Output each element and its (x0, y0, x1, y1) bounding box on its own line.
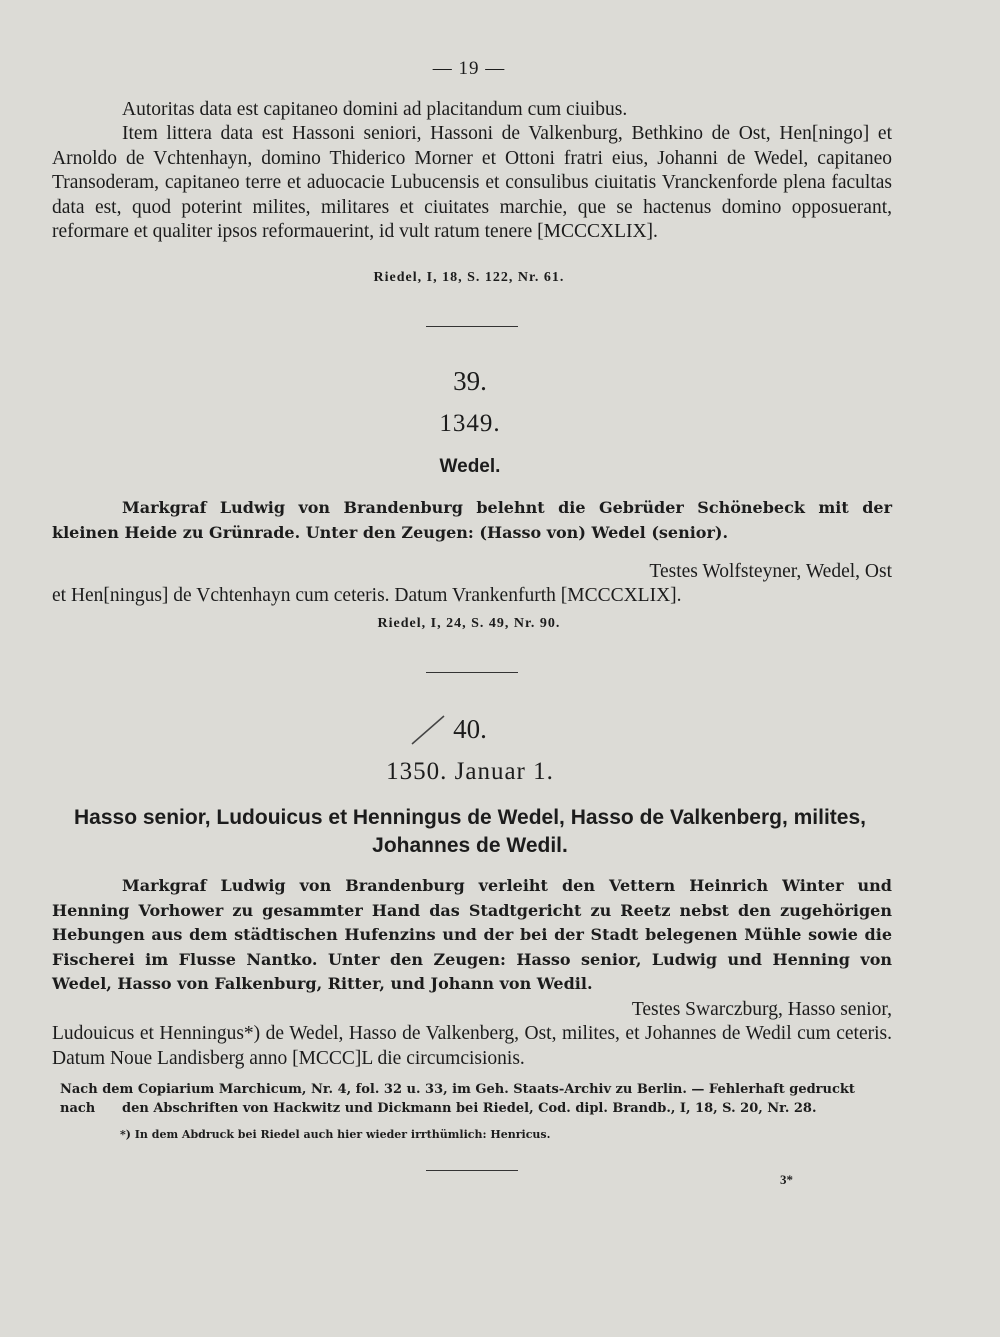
doc40-heading: Hasso senior, Ludouicus et Henningus de Wedel, Hasso de Valkenberg, milites, Johannes de Wedil. (74, 806, 866, 857)
footer-divider (426, 1170, 518, 1171)
doc38-paragraph: Item littera data est Hassoni seniori, Hassoni de Valkenburg, Bethkino de Ost, Hen[ningo] et Arnoldo de Vchtenhayn, domino Thiderico Morner et Ottoni fratri eius, Johanni de Wedel, capitaneo Transoderam, capitaneo terre et aduocacie Lubucensis et consulibus ciuitatis Vranckenforde plena facultas data est, quod poterint milites, militares et ciuitates marchie, que se hactenus domino opposuerant, reformare et qualiter ipsos reformauerint, id vult ratum tenere [MCCCXLIX]. (52, 123, 892, 243)
page-number: — 19 — (432, 58, 506, 79)
doc39-place: Wedel. (439, 456, 501, 477)
doc39-number: 39. (453, 366, 487, 396)
doc40-summary: Markgraf Ludwig von Brandenburg verleiht den Vettern Heinrich Winter und Henning Vorhower zu gesammter Hand das Stadtgericht zu Reetz nebst den zugehörigen Hebungen aus dem städtischen Hufenzins und der bei der Stadt belegenen Mühle sowie die Fischerei im Flusse Nantko. Unter den Zeugen: Hasso senior, Ludwig und Henning von Wedel, Hasso von Falkenburg, Ritter, und Johann von Wedil. (52, 876, 892, 994)
doc39-source: Riedel, I, 24, S. 49, Nr. 90. (377, 616, 561, 631)
doc39-summary: Markgraf Ludwig von Brandenburg belehnt die Gebrüder Schönebeck mit der kleinen Heide zu Grünrade. Unter den Zeugen: (Hasso von) Wedel (senior). (52, 498, 892, 542)
doc40-date: 1350. Januar 1. (386, 758, 554, 785)
doc39-testes-line2: et Hen[ningus] de Vchtenhayn cum ceteris. Datum Vrankenfurth [MCCCXLIX]. (52, 585, 682, 606)
doc38-first-line: Autoritas data est capitaneo domini ad placitandum cum ciuibus. (122, 99, 628, 120)
doc39-year: 1349. (439, 410, 501, 437)
doc40-testes-line1: Testes Swarczburg, Hasso senior, (631, 999, 892, 1020)
doc40-footnote: *) In dem Abdruck bei Riedel auch hier wieder irrthümlich: Henricus. (120, 1128, 551, 1141)
doc40-note-line2: den Abschriften von Hackwitz und Dickmann bei Riedel, Cod. dipl. Brandb., I, 18, S. 20, Nr. 28. (122, 1101, 817, 1116)
signature-mark: 3* (780, 1172, 793, 1187)
doc38-source: Riedel, I, 18, S. 122, Nr. 61. (373, 270, 565, 285)
doc40-number: 40. (453, 714, 487, 744)
section-divider (426, 672, 518, 673)
section-divider (426, 326, 518, 327)
doc40-note-line1: Nach dem Copiarium Marchicum, Nr. 4, fol. 32 u. 33, im Geh. Staats-Archiv zu Berlin. — Fehlerhaft gedruckt nach (60, 1082, 855, 1116)
doc40-testes-body: Ludouicus et Henningus*) de Wedel, Hasso de Valkenberg, Ost, milites, et Johannes de Wedil cum ceteris. Datum Noue Landisberg anno [MCCC]L die circumcisionis. (52, 1023, 892, 1069)
doc39-testes-line1: Testes Wolfsteyner, Wedel, Ost (649, 561, 892, 582)
